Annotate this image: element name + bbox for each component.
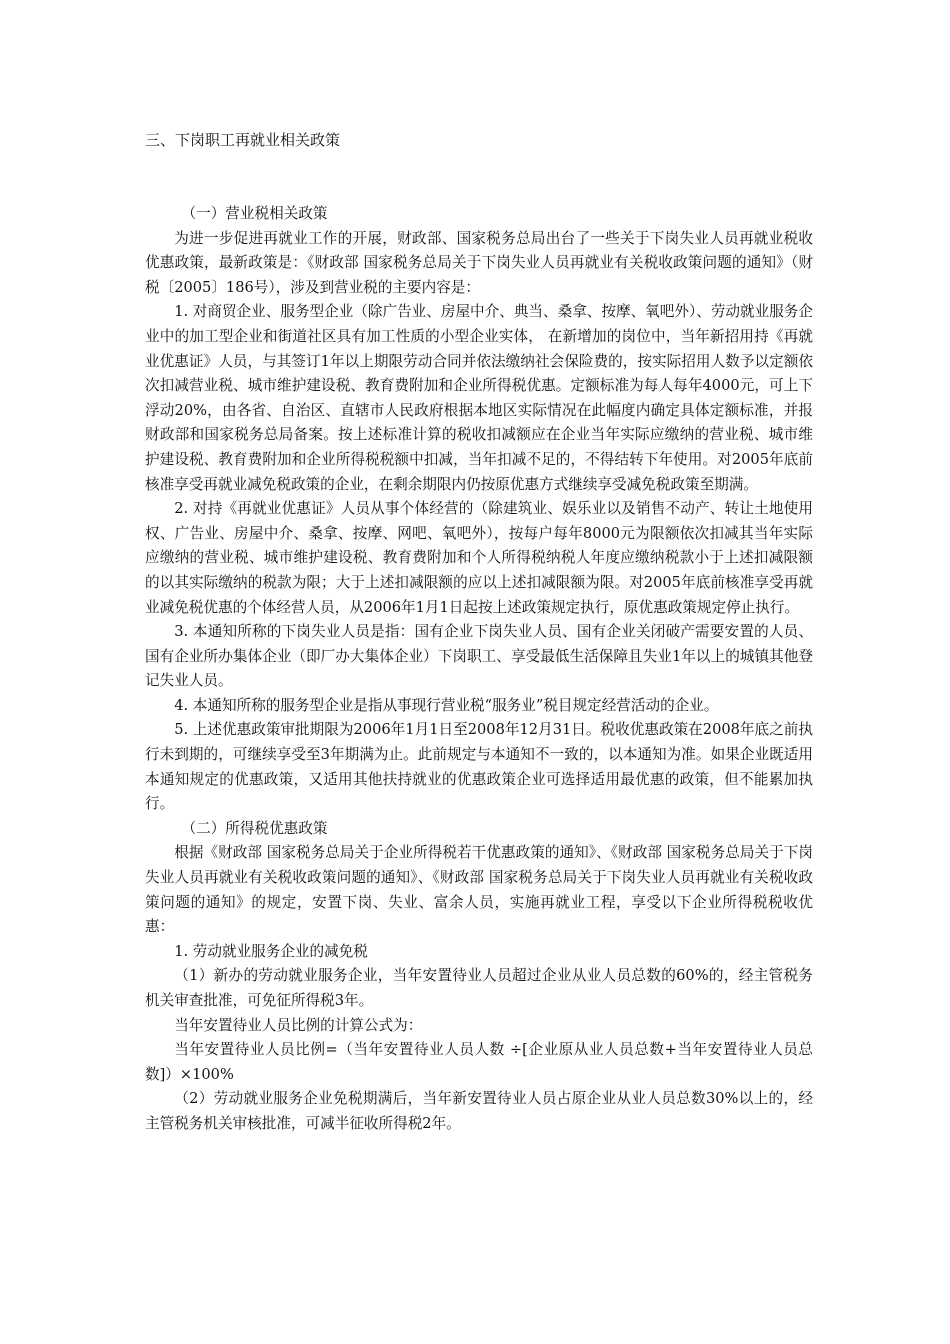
paragraph-sub-item-2: （2）劳动就业服务企业免税期满后，当年新安置待业人员占原企业从业人员总数30%以上的，经主管税务机关审核批准，可减半征收所得税2年。 xyxy=(145,1090,813,1132)
paragraph-formula-intro: 当年安置待业人员比例的计算公式为： xyxy=(174,1016,423,1034)
paragraph-intro: 为进一步促进再就业工作的开展，财政部、国家税务总局出台了一些关于下岗失业人员再就业税收优惠政策，最新政策是：《财政部 国家税务总局关于下岗失业人员再就业有关税收政策问题的通知》（财税〔2005〕186号），涉及到营业税的主要内容是： xyxy=(145,229,813,296)
paragraph-item-3: 3. 本通知所称的下岗失业人员是指：国有企业下岗失业人员、国有企业关闭破产需要安置的人员、国有企业所办集体企业（即厂办大集体企业）下岗职工、享受最低生活保障且失业1年以上的城镇其他登记失业人员。 xyxy=(145,623,813,690)
page-title: 三、下岗职工再就业相关政策 xyxy=(145,131,341,149)
paragraph-formula: 当年安置待业人员比例=（当年安置待业人员人数 ÷[企业原从业人员总数+当年安置待业人员总数]）×100% xyxy=(145,1041,813,1083)
document-body xyxy=(145,202,813,1137)
paragraph-subheading-1: 1. 劳动就业服务企业的减免税 xyxy=(174,942,368,960)
paragraph-item-1: 1. 对商贸企业、服务型企业（除广告业、房屋中介、典当、桑拿、按摩、氧吧外）、劳动就业服务企业中的加工型企业和街道社区具有加工性质的小型企业实体， 在新增加的岗位中，当年新招用持《再就业优惠证》人员，与其签订1年以上期限劳动合同并依法缴纳社会保险费的，按实际招用人数予以定额依次扣减营业税、城市维护建设税、教育费附加和企业所得税优惠。定额标准为每人每年4000元，可上下浮动20%，由各省、自治区、直辖市人民政府根据本地区实际情况在此幅度内确定具体定额标准，并报财政部和国家税务总局备案。按上述标准计算的税收扣减额应在企业当年实际应缴纳的营业税、城市维护建设税、教育费附加和企业所得税税额中扣减，当年扣减不足的，不得结转下年使用。对2005年底前核准享受再就业减免税政策的企业，在剩余期限内仍按原优惠方式继续享受减免税政策至期满。 xyxy=(145,303,813,493)
section-heading-income-tax: （二）所得税优惠政策 xyxy=(181,819,328,837)
paragraph-item-5: 5. 上述优惠政策审批期限为2006年1月1日至2008年12月31日。税收优惠政策在2008年底之前执行未到期的，可继续享受至3年期满为止。此前规定与本通知不一致的，以本通知为准。如果企业既适用本通知规定的优惠政策，又适用其他扶持就业的优惠政策企业可选择适用最优惠的政策，但不能累加执行。 xyxy=(145,721,813,813)
section-heading-business-tax: （一）营业税相关政策 xyxy=(181,205,328,222)
paragraph-item-4: 4. 本通知所称的服务型企业是指从事现行营业税“服务业”税目规定经营活动的企业。 xyxy=(174,696,719,714)
paragraph-sub-item-1: （1）新办的劳动就业服务企业，当年安置待业人员超过企业从业人员总数的60%的，经主管税务机关审查批准，可免征所得税3年。 xyxy=(145,967,813,1009)
paragraph-income-intro: 根据《财政部 国家税务总局关于企业所得税若干优惠政策的通知》、《财政部 国家税务总局关于下岗失业人员再就业有关税收政策问题的通知》、《财政部 国家税务总局关于下岗失业人员再就业有关税收政策问题的通知》的规定，安置下岗、失业、富余人员，实施再就业工程，享受以下企业所得税税收优惠： xyxy=(145,844,813,936)
paragraph-item-2: 2. 对持《再就业优惠证》人员从事个体经营的（除建筑业、娱乐业以及销售不动产、转让土地使用权、广告业、房屋中介、桑拿、按摩、网吧、氧吧外），按每户每年8000元为限额依次扣减其当年实际应缴纳的营业税、城市维护建设税、教育费附加和个人所得税纳税人年度应缴纳税款小于上述扣减限额的以其实际缴纳的税款为限；大于上述扣减限额的应以上述扣减限额为限。对2005年底前核准享受再就业减免税优惠的个体经营人员，从2006年1月1日起按上述政策规定执行，原优惠政策规定停止执行。 xyxy=(145,500,813,616)
